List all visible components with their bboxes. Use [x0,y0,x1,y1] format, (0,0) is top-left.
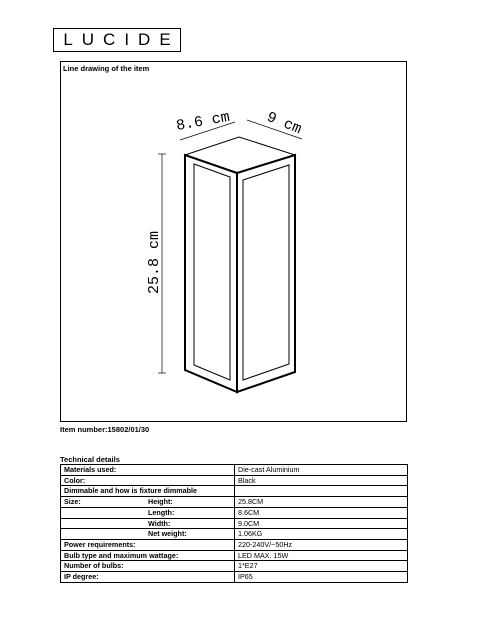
spec-label-cell [61,507,235,518]
technical-details-table [60,464,408,583]
brand-logo-text: LUCIDE [63,30,180,49]
spec-label: Bulb type and maximum wattage: [61,550,235,561]
spec-value [235,486,408,497]
table-row [61,497,408,508]
table-row [61,529,408,540]
lamp-top-face [185,137,295,173]
lamp-right-glass [243,165,289,380]
spec-label: Color: [61,475,235,486]
spec-label: Size: [64,497,81,507]
spec-value: IP65 [235,572,408,583]
spec-label-cell [61,529,235,540]
table-row [61,465,408,476]
spec-value: 8.6CM [235,507,408,518]
spec-value: Black [235,475,408,486]
spec-label: Dimmable and how is fixture dimmable [61,486,235,497]
table-row [61,572,408,583]
table-row [61,561,408,572]
table-row [61,486,408,497]
length-dimension-label: 8.6 cm [174,108,232,135]
spec-label [61,519,148,529]
spec-value: 25.8CM [235,497,408,508]
spec-sublabel: Length: [148,507,175,517]
technical-details-title: Technical details [60,455,120,464]
spec-value: Die-cast Aluminium [235,465,408,476]
spec-label: Materials used: [61,465,235,476]
spec-value: 1.06KG [235,529,408,540]
spec-value: 220-240V/~50Hz [235,539,408,550]
table-row [61,507,408,518]
table-row [61,518,408,529]
item-number: Item number:15802/01/30 [60,425,150,434]
table-row [61,539,408,550]
spec-label-cell [61,518,235,529]
spec-value: 9.0CM [235,518,408,529]
brand-logo [53,28,181,52]
height-dimension-label: 25.8 cm [146,230,163,294]
drawing-title: Line drawing of the item [63,64,150,73]
width-dimension-label: 9 cm [264,108,304,139]
lamp-line-drawing [61,62,408,423]
table-row [61,550,408,561]
lamp-left-glass [194,164,230,380]
spec-label [61,529,148,539]
line-drawing-frame [60,61,407,422]
spec-value: LED MAX. 15W [235,550,408,561]
spec-label: Power requirements: [61,539,235,550]
spec-sublabel: Net weight: [148,529,187,539]
lamp-left-face [185,155,237,392]
spec-label-cell [61,497,235,508]
table-row [61,475,408,486]
spec-value: 1*E27 [235,561,408,572]
lamp-right-face [237,155,295,392]
spec-label: Number of bulbs: [61,561,235,572]
spec-label: IP degree: [61,572,235,583]
spec-sublabel: Height: [148,497,173,507]
spec-label [61,508,148,518]
spec-sublabel: Width: [148,518,171,528]
